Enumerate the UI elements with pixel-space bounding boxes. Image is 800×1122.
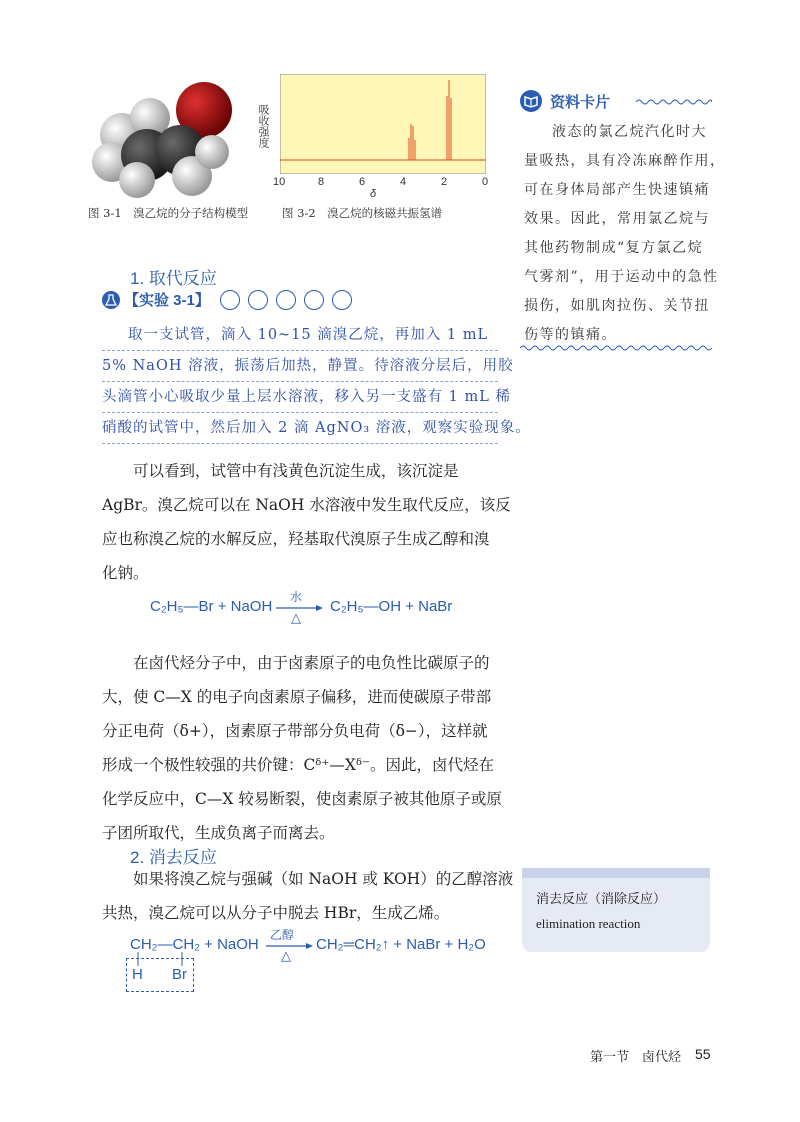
xtick-6: 6 bbox=[359, 176, 366, 188]
hand-wash-icon bbox=[332, 290, 352, 310]
equation-elimination-right: CH₂═CH₂↑ + NaBr + H₂O bbox=[316, 936, 486, 953]
experiment-line: 头滴管小心吸取少量上层水溶液，移入另一支盛有 1 mL 稀 bbox=[102, 382, 498, 413]
xtick-0: 0 bbox=[482, 176, 489, 188]
paragraph-polarity bbox=[102, 646, 502, 850]
equation-hydrolysis-left: C₂H₅—Br + NaOH bbox=[150, 598, 273, 615]
equation-hydrolysis-condition-top: 水 bbox=[290, 590, 303, 604]
experiment-icon bbox=[102, 291, 120, 309]
ventilation-icon bbox=[304, 290, 324, 310]
card-line: 气雾剂”，用于运动中的急性 bbox=[524, 269, 719, 285]
paragraph-elimination bbox=[102, 862, 514, 930]
wavy-divider-top bbox=[636, 98, 712, 106]
xtick-10: 10 bbox=[273, 176, 286, 188]
paragraph-hydrolysis bbox=[102, 454, 511, 590]
equation-elimination-condition-bottom: △ bbox=[281, 948, 291, 963]
term-english: elimination reaction bbox=[536, 916, 641, 931]
flame-warning-icon bbox=[248, 290, 268, 310]
term-box bbox=[522, 868, 710, 952]
book-icon bbox=[520, 90, 542, 112]
molecule-model-image bbox=[92, 80, 242, 200]
equation-hydrolysis-right: C₂H₅—OH + NaBr bbox=[330, 598, 453, 615]
experiment-line: 5% NaOH 溶液，振荡后加热，静置。待溶液分层后，用胶 bbox=[102, 351, 498, 382]
data-card-body bbox=[520, 118, 726, 350]
spectrum-ylabel: 吸收强度 bbox=[257, 104, 270, 148]
section-2-title: 2. 消去反应 bbox=[130, 848, 217, 867]
eliminated-hydrogen: H bbox=[132, 966, 143, 983]
card-line: 其他药物制成“复方氯乙烷 bbox=[524, 240, 704, 256]
text-line: AgBr。溴乙烷可以在 NaOH 水溶液中发生取代反应，该反 bbox=[102, 496, 511, 514]
wavy-divider-bottom bbox=[520, 344, 712, 352]
text-line: 可以看到，试管中有浅黄色沉淀生成，该沉淀是 bbox=[133, 462, 459, 480]
equation-elimination-left: CH₂—CH₂ + NaOH bbox=[130, 936, 259, 953]
page-number: 55 bbox=[695, 1046, 711, 1062]
equation-elimination-condition-top: 乙醇 bbox=[270, 928, 295, 942]
section-1-title: 1. 取代反应 bbox=[130, 269, 217, 288]
card-line: 损伤，如肌肉拉伤、关节扭 bbox=[524, 298, 710, 314]
bond-lines bbox=[126, 952, 192, 966]
data-card-title: 资料卡片 bbox=[550, 93, 611, 111]
experiment-header bbox=[102, 289, 355, 310]
figure-3-1-caption: 图 3-1 溴乙烷的分子结构模型 bbox=[88, 206, 249, 220]
molecule-model-figure bbox=[92, 80, 242, 200]
xtick-2: 2 bbox=[441, 176, 448, 188]
experiment-body bbox=[102, 320, 531, 444]
heat-warning-icon bbox=[276, 290, 296, 310]
term-chinese: 消去反应（消除反应） bbox=[536, 892, 667, 907]
term-box-band bbox=[522, 868, 710, 878]
text-line: 大，使 C—X 的电子向卤素原子偏移，进而使碳原子带部 bbox=[102, 688, 492, 706]
card-line: 量吸热，具有冷冻麻醉作用， bbox=[524, 153, 726, 169]
text-line: 分正电荷（δ+），卤素原子带部分负电荷（δ−），这样就 bbox=[102, 722, 488, 740]
experiment-line: 取一支试管，滴入 10~15 滴溴乙烷，再加入 1 mL bbox=[102, 320, 498, 351]
card-line: 效果。因此，常用氯乙烷与 bbox=[524, 211, 710, 227]
eliminated-bromine: Br bbox=[172, 966, 187, 983]
text-line: 形成一个极性较强的共价键：Cᵟ⁺—Xᵟ⁻。因此，卤代烃在 bbox=[102, 756, 495, 774]
figure-3-2-caption: 图 3-2 溴乙烷的核磁共振氢谱 bbox=[282, 206, 443, 220]
xtick-4: 4 bbox=[400, 176, 407, 188]
data-card bbox=[520, 88, 726, 350]
footer bbox=[590, 1046, 711, 1065]
text-line: 应也称溴乙烷的水解反应，羟基取代溴原子生成乙醇和溴 bbox=[102, 530, 490, 548]
xtick-8: 8 bbox=[318, 176, 325, 188]
footer-section: 第一节 卤代烃 bbox=[590, 1049, 682, 1064]
spectrum-xlabel: δ bbox=[370, 188, 377, 200]
text-line: 子团所取代，生成负离子而离去。 bbox=[102, 824, 335, 842]
card-line: 可在身体局部产生快速镇痛 bbox=[524, 182, 710, 198]
goggles-icon bbox=[220, 290, 240, 310]
experiment-line: 硝酸的试管中，然后加入 2 滴 AgNO₃ 溶液，观察实验现象。 bbox=[102, 413, 498, 444]
text-line: 在卤代烃分子中，由于卤素原子的电负性比碳原子的 bbox=[133, 654, 490, 672]
text-line: 如果将溴乙烷与强碱（如 NaOH 或 KOH）的乙醇溶液 bbox=[133, 870, 514, 888]
safety-icons bbox=[220, 289, 355, 310]
text-line: 化钠。 bbox=[102, 564, 149, 582]
text-line: 化学反应中，C—X 较易断裂，使卤素原子被其他原子或原 bbox=[102, 790, 502, 808]
equation-hydrolysis-condition-bottom: △ bbox=[291, 610, 301, 625]
card-line: 液态的氯乙烷汽化时大 bbox=[552, 124, 707, 140]
text-line: 共热，溴乙烷可以从分子中脱去 HBr，生成乙烯。 bbox=[102, 904, 450, 922]
spectrum-plot bbox=[280, 74, 486, 174]
experiment-label: 【实验 3-1】 bbox=[124, 292, 210, 309]
card-line: 伤等的镇痛。 bbox=[524, 327, 617, 343]
nmr-spectrum-figure bbox=[258, 70, 498, 200]
